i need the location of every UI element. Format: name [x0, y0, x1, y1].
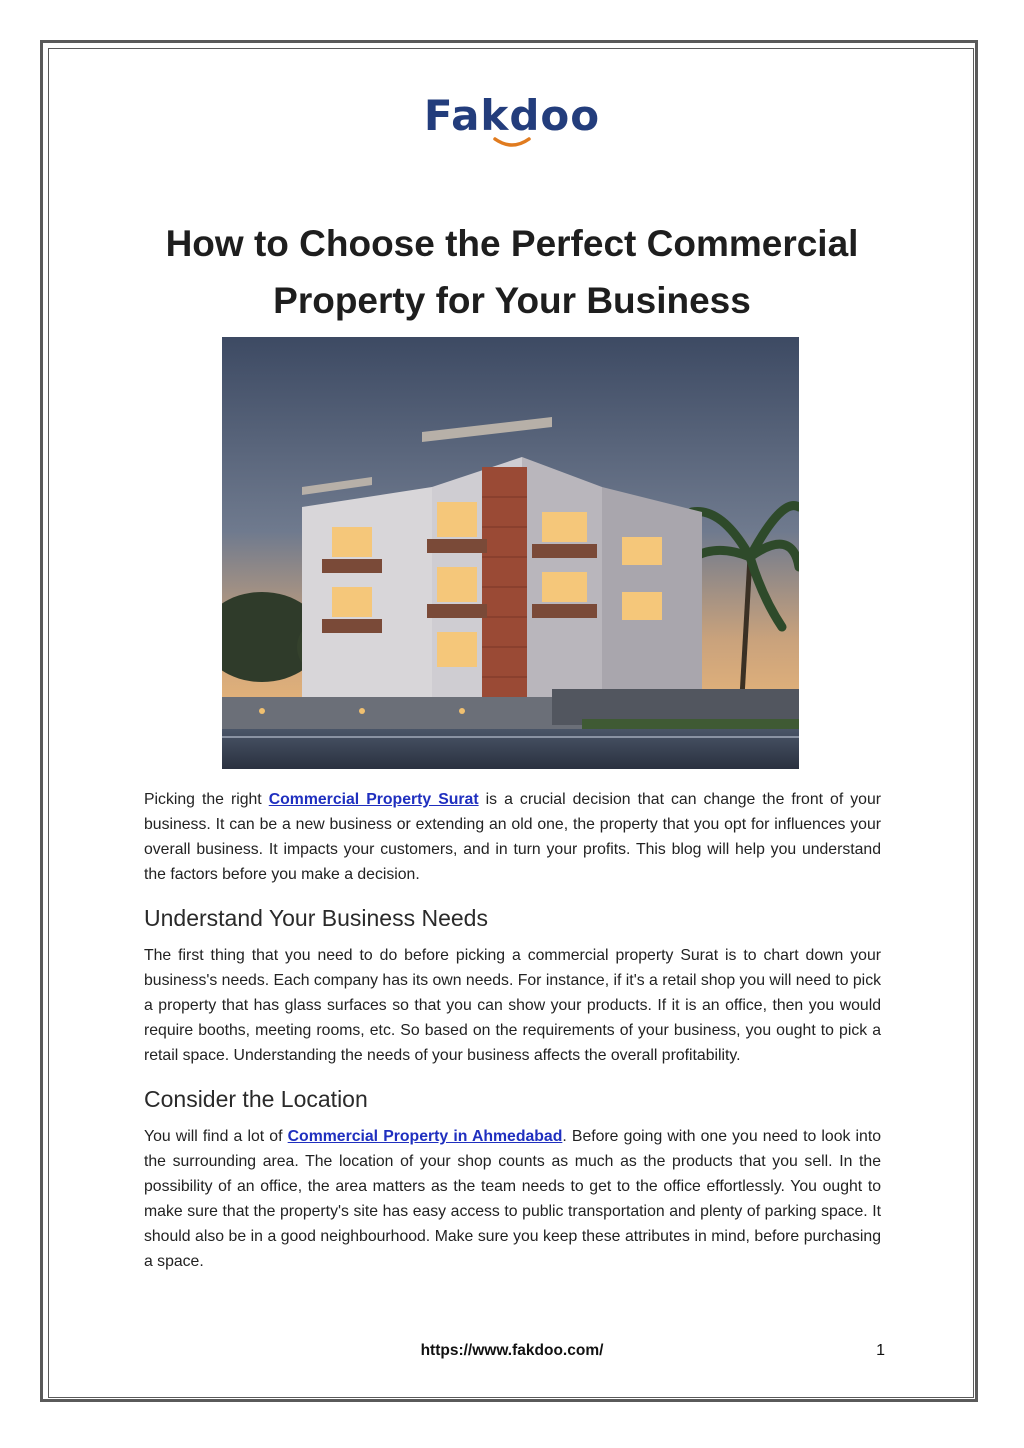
building-photo: [222, 337, 799, 769]
section-body-location: You will find a lot of Commercial Property in Ahmedabad. Before going with one you need to look into the surrounding area. The location of your shop counts as much as the products that you sell. In the possibility of an office, the area matters as the team needs to get to the office effortlessly. You ought to make sure that the property's site has easy access to public transportation and plenty of parking space. It should also be in a good neighbourhood. Make sure you keep these attributes in mind, before purchasing a space.: [144, 1128, 882, 1270]
commercial-property-surat-link[interactable]: Commercial Property Surat: [268, 791, 479, 808]
section-body-business-needs: The first thing that you need to do before picking a commercial property Surat is to chart down your business's needs. Each company has its own needs. For instance, if it's a retail shop you will need to pick a property that has glass surfaces so that you can show your products. If it is an office, then you would require booths, meeting rooms, etc. So based on the requirements of your business, you ought to pick a retail space. Understanding the needs of your business affects the overall profitability.: [144, 947, 881, 1064]
section-heading-business-needs: Understand Your Business Needs: [144, 905, 488, 931]
page-number: 1: [876, 1342, 885, 1359]
article-body: [144, 787, 881, 1274]
page-title: How to Choose the Perfect Commercial Property for Your Business: [165, 223, 859, 321]
footer-url[interactable]: https://www.fakdoo.com/: [420, 1342, 604, 1359]
intro-paragraph: Picking the right Commercial Property Surat is a crucial decision that can change the front of your business. It can be a new business or extending an old one, the property that you opt for influences your overall business. It impacts your customers, and in turn your profits. This blog will help you understand the factors before you make a decision.: [144, 791, 881, 883]
brand-logo: [0, 92, 1024, 148]
brand-name: Fakdoo: [423, 91, 601, 140]
commercial-property-ahmedabad-link[interactable]: Commercial Property in Ahmedabad: [287, 1128, 563, 1145]
section-heading-location: Consider the Location: [144, 1086, 368, 1112]
